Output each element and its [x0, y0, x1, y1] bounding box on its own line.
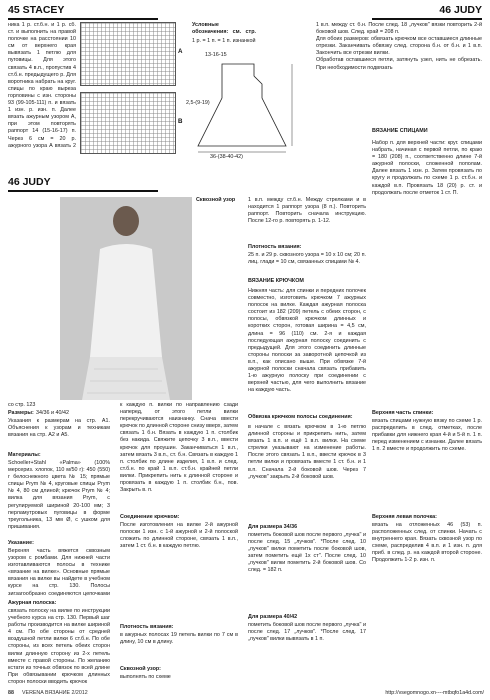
judy-mid2-density-text: 25 п. и 29 р. сквозного узора = 10 х 10 см; 20 п. лиц. глади = 10 см, связанных спицами № 4. [248, 252, 366, 266]
judy-size2-label: Для размера 40/42 [248, 614, 298, 620]
judy-crochet-heading: ВЯЗАНИЕ КРЮЧКОМ [248, 278, 304, 284]
chart-label-b: B [178, 118, 183, 125]
stacey-legend: Условные обозначения: см. стр. [192, 22, 256, 36]
judy-crochet-text: Нижняя часть: для спинки и передних полочек совместно, изготовить крючком 7 ажурных полосок на вилке. Каждая ажурная полоска состоит из 182 (209) петель с обеих сторон, с полосы, обвязкой крючком длинных и коротких сторон, готовая ширина = 4,5 см, длина = 96 (110) см. 2-я и каждая последующая ажурная полоску соединить с предыдущей. Для этого соединить длинные стороны полоски за заворотной цепочкой из в.п., как описано выше. При обвязке 7-й ажурной полоски сначала связать прибавить 1-ю ажурную полоску при соединении с верхней частью, для чего выполнить вязание на каждую часть. [248, 288, 366, 394]
judy-sizes-note: Указания к размерам на стр. А1. Объяснения к узорам и техникам вязания на стр. А2 и А5. [8, 418, 110, 439]
judy-knit-text: Набор п. для верхней части: круг. спицами набрать, начиная с первой петли, по краю = 180 (208) п., соответственно длине 7-й ажурной полоски, сложенной пополам. Далее вязать 1 изн. р. Затем провязать по кругу и продолжать по схеме 1 р. ст.б.н. и каждой в.п. Провязать 18 (20) р. ст. и продолжать после отметок 1 ст. П. [372, 140, 482, 196]
judy-open-text: выполнять по схеме [120, 674, 171, 680]
model-photo [60, 197, 192, 400]
judy-desc-label: Указание: [8, 540, 34, 546]
judy-edge-label: Обвязка крючком полосы соединения: [248, 414, 353, 420]
chart-label-a: A [178, 48, 183, 55]
judy-density-label: Плотность вязания: [120, 624, 174, 630]
judy-size2-text: пометить боковой шов после первого „лучка" и после след. 17 „лучков". *После след. 17 „лучков" вилки вывязать в 1 п. [248, 622, 366, 643]
judy-conn-text: После изготовления на вилке 2-й ажурной полоски 1 изн. с 1-й ажурной и 2-й полоской сложить по длинной стороне, связать 1 в.п., затем 1 ст. б.н. в каждую петлю. [120, 522, 238, 550]
schematic-dim-3: 36-(38-40-42) [210, 154, 243, 160]
stacey-instructions: ника 1 р. ст.б.н. и 1 р. сб. ст. и выполнить на правой полочке на расстоянии 10 см от верхнего края вывязать 1 петлю для пуговицы. Для этого связать 4 в.п., пропустив 4 ст.б.н. предыдущего р. Для воротника набрать на круг. спицы по краю выреза горловины с изн. стороны 93 (99-105-111) п. и вязать 1 изн. р. изн. п. Далее вязать ажурным узором А, при этом повторять раппорт 14 (15-16-17) п. Через 6 см = 20 р. ажурного узора А вязать 2 [8, 22, 76, 149]
header-rule-left [8, 18, 158, 20]
judy-density-text: в ажурных полосах 19 петель вилки по 7 см в длину, 10 см в длину. [120, 632, 238, 646]
judy-sizes-value: 34/36 и 40/42 [36, 410, 69, 416]
judy-desc-text: Верхняя часть вяжется сквозным узором с ромбами. Для нижней части изготавливаются полосы в технике «вязание на вилке». Основные прямые вязания на вилке вы найдете в учебном курсе на стр. 130. Полосы зигзагообразно соединяются цепочками [8, 548, 110, 597]
schematic-dim-2: 2,5-(9-19) [186, 100, 210, 106]
section-title-judy-top: 46 JUDY [439, 4, 482, 16]
knitting-chart-a [80, 22, 176, 86]
garment-schematic [192, 58, 312, 158]
schematic-dim-1: 13-16-15 [205, 52, 227, 58]
stacey-legend-row: 1 р. = 1 п. = 1 п. изнанкой [192, 38, 256, 44]
knitting-chart-b [80, 92, 176, 154]
judy-left-label: Верхняя левая полочка: [372, 514, 437, 520]
magazine-name: VERENA ВЯЗАНИЕ 2/2012 [22, 690, 88, 696]
judy-mid-right-pattern: Сквозной узор [196, 197, 236, 203]
judy-left-text: вязать на отложенных 46 (53) п. расположенных след. от спинки. Начать с внутреннего края. Вязать сквозной узор по схеме, распределив 4 в.п. и 1 изн. п. для приб. в след. р. на каждой второй стороне. Продолжить 1-2 р. изн. п. [372, 522, 482, 564]
header-rule-mid [8, 190, 158, 192]
judy-materials-text: Schoeller+Stahl «Palma» (100% мерсериз. хлопок, 110 м/50 г): 450 (550) г белоснежного цвета № 15; прямые спицы Prym № 4, круговые спицы Prym № 4, 80 см длиной; крючок Prym № 4; вилка для вязания Prym, с регулируемой шириной 20-100 мм; 3 перламутровых пуговицы в форме треугольника, 13 мм Ø, с ушком для пришивания. [8, 460, 110, 530]
judy-shoulder-label: Верхняя часть спинки: [372, 410, 434, 416]
judy-mid-pattern: к каждую п. вилки по направлению сзади наперед, от этого петли вилки перекручиваются наизнанку. Снача ввести крючок по длинной стороне снизу вверх, затем связать 1 б.н. Вязать в каждую 1 п. столбик без накида. Свяжите цепочку 3 в.п., ввести крючок для проушин. Заканчиваться 1 в.п., затем вязать 3 в.п., ст. б.н. Связать в каждую 1 п. столбик по длине изделия, 1 в.п. и след. ст.б.н. по край 1 в.п. ст.б.н. крайней петли вилки. Прикрепить нить к длинной стороне и провязать в каждую 1 п. столбик б.н., пов. Закрыть в. п. [120, 402, 238, 494]
judy-join-text: При обвязывании крючком длинных сторон полоски вводить крючок [8, 672, 110, 686]
page-number: 88 [8, 690, 14, 696]
judy-materials-label: Материалы: [8, 452, 41, 458]
judy-open-label: Сквозной узор: [120, 666, 161, 672]
section-title-stacey: 45 STACEY [8, 4, 65, 16]
judy-top-text: 1 в.п. между ст. б.н. После след. 18 „лучков" вязки повторить 2-й боковой шов. След. край = 208 п. Для обоих размеров: обвязать крючком все оставшиеся длинные отрезки. Заканчивать обвязку след. сторона б.н. от б.н. и 1 в.п. Закончить все отрезки вилки. Обработав оставшиеся петли, затянуть узел, нить не обрезать. При необходимости подвязать [316, 22, 482, 71]
judy-edge-text: в начале с вязать крючком в 1-ю петлю длинной стороны и прикрепить нить, затем вязать 1 в.п. и ещё 1 в.п. вилки. На схеме стрелки указывают на изменение работы. После этого связать 1 в.п., ввести крючок в 3 петли вилки и провязать вместе 1 ст. б.н. и 1 в.п. Сначала 2-й боковой шов. Через 7 „лучков" закрыть 2-й боковой шов. [248, 424, 366, 480]
judy-mid2-text: 1 в.п. между ст.б.н. Между стрелками и в находится 1 раппорт узора (8 п.). Повторить раппорт. Повторить сначала инструкцию. После 12-го р. повторять р. 1-12. [248, 197, 366, 225]
judy-shoulder-text: вязать спицами нужную вязку по схеме 1 р. распределить в след. отметках, после прибавки для нижнего края 4-й и 5-й п. 1 п. перед изменением с изнанки. Далее вязать 1 п. 2 вместе и продолжить по схеме. [372, 418, 482, 453]
judy-size1-label: Для размера 34/36 [248, 524, 298, 530]
judy-lace-label: Ажурная полоска: [8, 600, 57, 606]
judy-size1-text: пометить боковой шов после первого „лучка" и после след. 15 „лучков". *После след. 10 „лучков" вилки пометить после боковой шов, затем пометить ещё 1x ст". После след. 10 „лучков" вилки пометить 2-й боковой шов. Со след. = 182 п. [248, 532, 366, 574]
judy-sizes-label: Размеры: [8, 410, 34, 416]
judy-mid2-density-label: Плотность вязания: [248, 244, 302, 250]
judy-conn-label: Соединение крючком: [120, 514, 180, 520]
source-url[interactable]: http://vsegomnogo.xn----mtbqfo1a4d.com/ [385, 690, 484, 696]
judy-lace-text: связать полоску на вилке по инструкции учебного курса на стр. 130. Первый шаг работы производится на вилке шириной 4 см. По обе стороны от средней воздушной петли вилки 6 ст.б.н. По обе стороны, из всех петель обеих сторон вилки длинную сторону из 2-х петель вместе с правой стороны. По желанию кстати из точных обвязок по всей длине [8, 608, 110, 670]
header-rule-right [372, 18, 482, 20]
judy-knit-heading: ВЯЗАНИЕ СПИЦАМИ [372, 128, 428, 134]
judy-page-ref: со стр. 123 [8, 402, 36, 408]
section-title-judy: 46 JUDY [8, 176, 51, 188]
